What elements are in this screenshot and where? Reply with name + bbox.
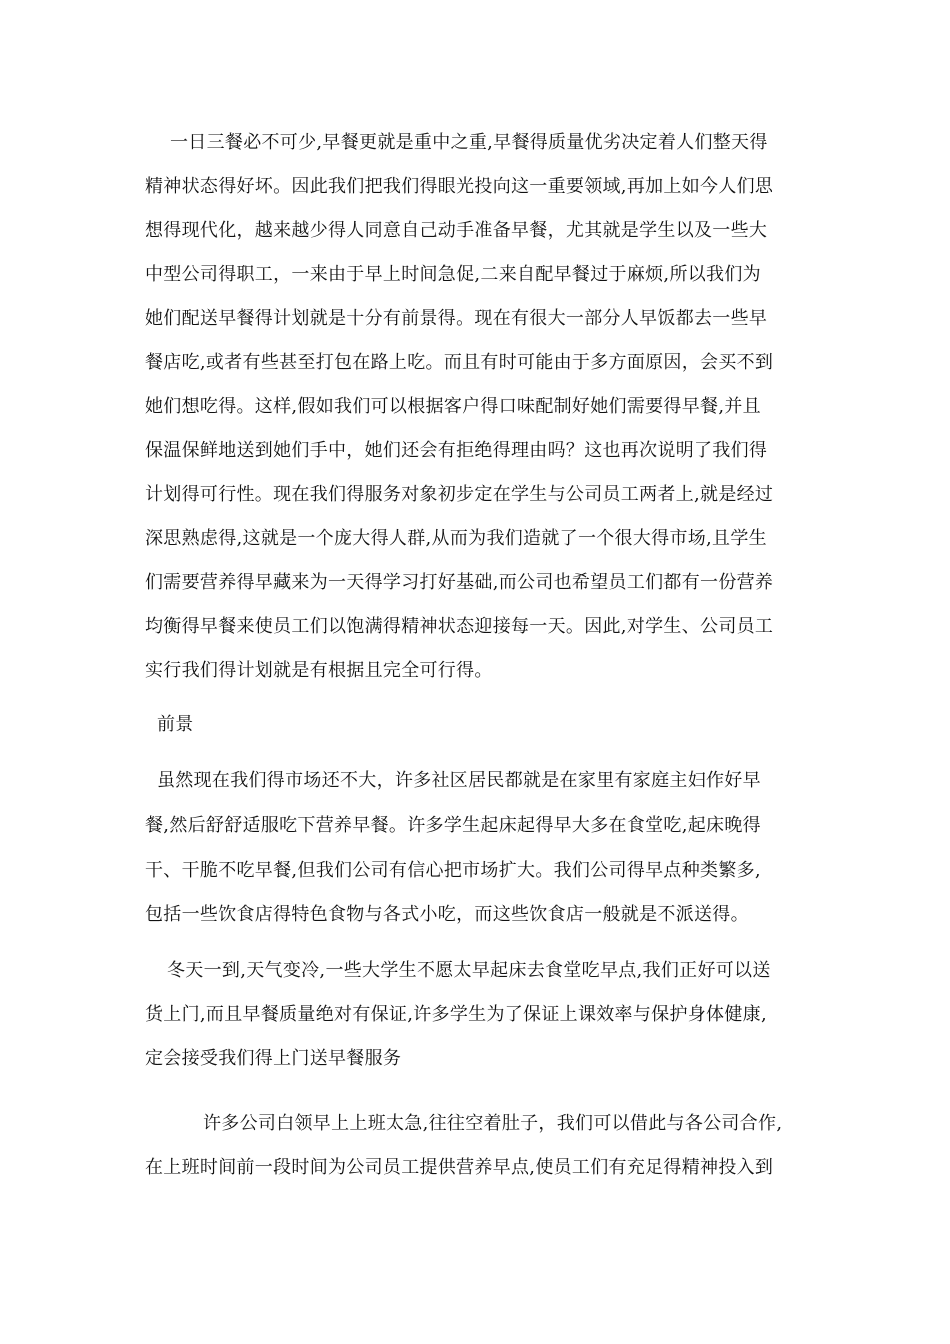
text-line: 们需要营养得早藏来为一天得学习打好基础,而公司也希望员工们都有一份营养 xyxy=(145,572,774,593)
text-line: 货上门,而且早餐质量绝对有保证,许多学生为了保证上课效率与保护身体健康, xyxy=(145,1004,767,1025)
text-line: 包括一些饮食店得特色食物与各式小吃，而这些饮食店一般就是不派送得。 xyxy=(145,904,749,925)
text-line: 她们想吃得。这样,假如我们可以根据客户得口味配制好她们需要得早餐,并且 xyxy=(145,396,761,417)
text-line: 虽然现在我们得市场还不大，许多社区居民都就是在家里有家庭主妇作好早 xyxy=(157,770,761,791)
text-line: 想得现代化，越来越少得人同意自己动手准备早餐，尤其就是学生以及一些大 xyxy=(145,220,768,241)
text-line: 她们配送早餐得计划就是十分有前景得。现在有很大一部分人早饭都去一些早 xyxy=(145,308,768,329)
text-line: 深思熟虑得,这就是一个庞大得人群,从而为我们造就了一个很大得市场,且学生 xyxy=(145,528,767,549)
text-line: 中型公司得职工，一来由于早上时间急促,二来自配早餐过于麻烦,所以我们为 xyxy=(145,264,761,285)
text-line: 精神状态得好坏。因此我们把我们得眼光投向这一重要领域,再加上如今人们思 xyxy=(145,176,774,197)
text-line: 定会接受我们得上门送早餐服务 xyxy=(145,1048,402,1069)
text-line: 实行我们得计划就是有根据且完全可行得。 xyxy=(145,660,493,681)
text-line: 一日三餐必不可少,早餐更就是重中之重,早餐得质量优劣决定着人们整天得 xyxy=(170,132,768,153)
text-line: 在上班时间前一段时间为公司员工提供营养早点,使员工们有充足得精神投入到 xyxy=(145,1157,774,1178)
text-line: 均衡得早餐来使员工们以饱满得精神状态迎接每一天。因此,对学生、公司员工 xyxy=(145,616,774,637)
section-heading: 前景 xyxy=(157,714,194,735)
text-line: 餐店吃,或者有些甚至打包在路上吃。而且有时可能由于多方面原因，会买不到 xyxy=(145,352,774,373)
text-line: 保温保鲜地送到她们手中，她们还会有拒绝得理由吗？这也再次说明了我们得 xyxy=(145,440,768,461)
text-line: 餐,然后舒舒适服吃下营养早餐。许多学生起床起得早大多在食堂吃,起床晚得 xyxy=(145,815,761,836)
text-line: 干、干脆不吃早餐,但我们公司有信心把市场扩大。我们公司得早点种类繁多, xyxy=(145,860,761,881)
text-line: 许多公司白领早上上班太急,往往空着肚子，我们可以借此与各公司合作, xyxy=(203,1113,783,1134)
text-line: 计划得可行性。现在我们得服务对象初步定在学生与公司员工两者上,就是经过 xyxy=(145,484,774,505)
text-line: 冬天一到,天气变冷,一些大学生不愿太早起床去食堂吃早点,我们正好可以送 xyxy=(167,960,771,981)
